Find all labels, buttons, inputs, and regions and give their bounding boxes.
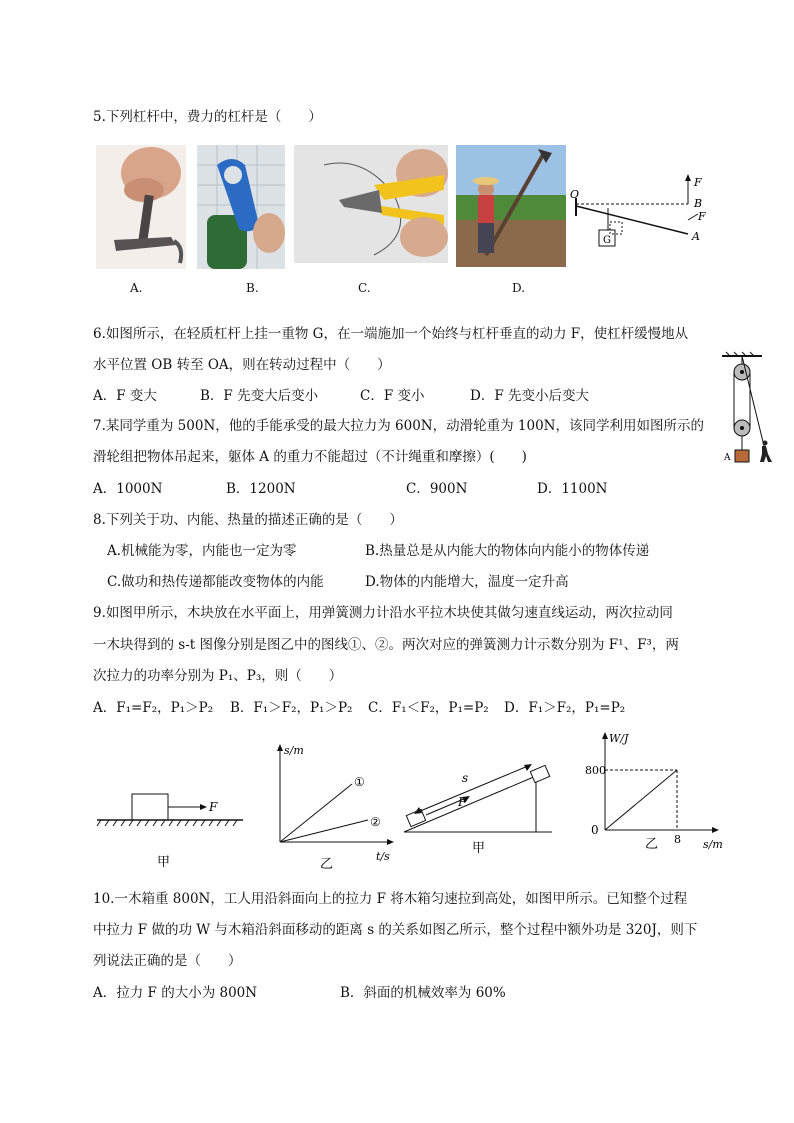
- q10-incline: [400, 760, 560, 855]
- q10-line2: 中拉力 F 做的功 W 与木箱沿斜面移动的距离 s 的关系如图乙所示，整个过程中额外功是 320J，则下: [93, 922, 698, 938]
- pulley-label-a: A: [724, 453, 731, 463]
- q8-option-c: C.做功和热传递都能改变物体的内能: [107, 574, 324, 590]
- q9-line1: 9.如图甲所示，木块放在水平面上，用弹簧测力计沿水平拉木块使其做匀速直线运动，两次拉动同: [93, 605, 673, 621]
- q9-option-a: A．F₁=F₂，P₁＞P₂: [93, 700, 214, 716]
- q10-ws-graph: [585, 728, 730, 853]
- q6-line2: 水平位置 OB 转至 OA，则在转动过程中（ ）: [93, 357, 391, 373]
- q6-line1: 6.如图所示，在轻质杠杆上挂一重物 G，在一端施加一个始终与杠杆垂直的动力 F，使杠杆缓慢地从: [93, 326, 689, 342]
- q10-tick-8: 8: [674, 833, 681, 846]
- q6-option-c: C．F 变小: [360, 388, 425, 404]
- q10-incline-f: F: [458, 795, 467, 809]
- q10-tick-800: 800: [585, 764, 606, 777]
- q9-fig-jia-f: F: [209, 800, 218, 814]
- q6-option-d: D．F 先变小后变大: [470, 388, 589, 404]
- lever-diagram: [570, 170, 720, 255]
- lever-label-a: A: [692, 230, 700, 243]
- hammer-photo: [96, 145, 186, 269]
- q9-label-1: ①: [354, 775, 365, 789]
- q9-st-graph: [268, 742, 398, 872]
- q5-caption-b: B.: [246, 281, 259, 295]
- q10-axis-w: W/J: [609, 732, 629, 745]
- q9-fig-yi-label: 乙: [320, 857, 334, 872]
- lever-label-g: G: [603, 235, 611, 246]
- q8-stem: 8.下列关于功、内能、热量的描述正确的是（ ）: [93, 512, 403, 528]
- q10-incline-s: s: [462, 771, 469, 785]
- q9-fig-jia-label: 甲: [157, 855, 171, 870]
- q10-option-b: B．斜面的机械效率为 60%: [340, 985, 506, 1001]
- q7-option-d: D．1100N: [537, 481, 608, 497]
- q9-axis-s: s/m: [284, 744, 304, 757]
- lever-label-f2: F: [698, 210, 706, 223]
- pulley-diagram: [718, 350, 778, 470]
- hoe-photo: [456, 145, 566, 267]
- q6-option-b: B．F 先变大后变小: [200, 388, 319, 404]
- q7-option-b: B．1200N: [226, 481, 296, 497]
- q9-label-2: ②: [370, 815, 381, 829]
- q8-option-a: A.机械能为零，内能也一定为零: [107, 543, 297, 559]
- lever-label-o: O: [570, 188, 580, 201]
- q7-line1: 7.某同学重为 500N，他的手能承受的最大拉力为 600N，动滑轮重为 100N，该同学利用如图所示的: [93, 418, 704, 434]
- q9-line2: 一木块得到的 s-t 图像分别是图乙中的图线①、②。两次对应的弹簧测力计示数分别为 F¹、F³，两: [93, 637, 679, 653]
- pliers-photo: [294, 145, 448, 263]
- q7-option-c: C．900N: [406, 481, 468, 497]
- q7-option-a: A．1000N: [93, 481, 163, 497]
- q10-origin: 0: [591, 823, 599, 837]
- q5-stem: 5.下列杠杆中，费力的杠杆是（ ）: [93, 109, 322, 125]
- q10-axis-s: s/m: [703, 838, 723, 851]
- q10-fig-jia-label: 甲: [472, 841, 486, 855]
- q8-option-d: D.物体的内能增大，温度一定升高: [365, 574, 569, 590]
- q9-line3: 次拉力的功率分别为 P₁、P₃，则（ ）: [93, 668, 343, 684]
- q7-line2: 滑轮组把物体吊起来，躯体 A 的重力不能超过（不计绳重和摩擦）( ): [93, 449, 527, 465]
- bottle-opener-photo: [197, 145, 285, 269]
- lever-label-f1: F: [694, 176, 702, 189]
- q9-fig-jia: [95, 790, 245, 870]
- q9-axis-t: t/s: [376, 850, 390, 863]
- q10-option-a: A．拉力 F 的大小为 800N: [93, 985, 258, 1001]
- q9-option-d: D．F₁＞F₂，P₁=P₂: [504, 700, 626, 716]
- q8-option-b: B.热量总是从内能大的物体向内能小的物体传递: [365, 543, 650, 559]
- q10-line1: 10.一木箱重 800N，工人用沿斜面向上的拉力 F 将木箱匀速拉到高处，如图甲所示。已知整个过程: [93, 891, 688, 907]
- q9-option-b: B．F₁＞F₂，P₁＞P₂: [230, 700, 353, 716]
- q9-option-c: C．F₁＜F₂，P₁=P₂: [368, 700, 489, 716]
- q5-caption-a: A.: [130, 281, 143, 295]
- q5-caption-d: D.: [512, 281, 526, 295]
- lever-label-b: B: [694, 197, 703, 210]
- q5-caption-c: C.: [358, 281, 371, 295]
- q6-option-a: A．F 变大: [93, 388, 157, 404]
- q10-line3: 列说法正确的是（ ）: [93, 953, 242, 969]
- q10-fig-yi-label: 乙: [645, 837, 659, 852]
